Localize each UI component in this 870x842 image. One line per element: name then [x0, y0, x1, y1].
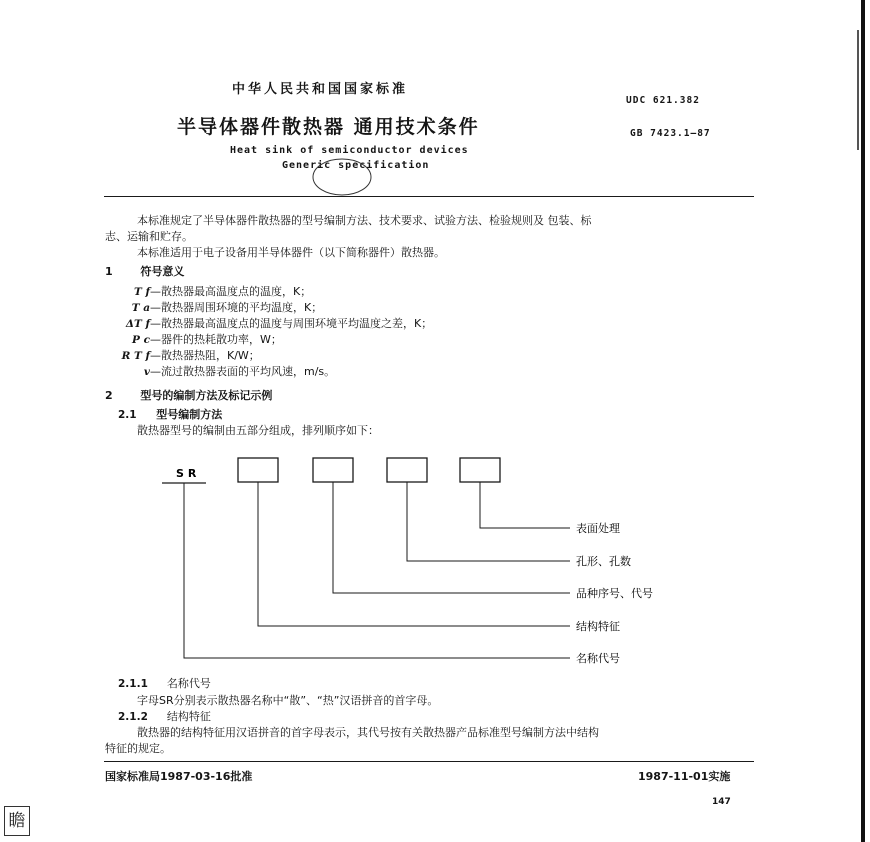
- page-number: 147: [712, 797, 731, 807]
- symbol-name: ΔT f: [125, 318, 150, 330]
- scan-edge-mark: [857, 30, 859, 150]
- symbol-row: [90, 315, 432, 331]
- section2-heading: [105, 387, 272, 403]
- symbol-row: [90, 363, 335, 379]
- section1-heading: [105, 263, 184, 279]
- symbol-row: [90, 331, 282, 347]
- subsection-2-1-2-number: 2.1.2: [118, 711, 148, 723]
- label-name-code: 名称代号: [576, 652, 620, 665]
- symbol-row: [90, 283, 311, 299]
- library-stamp: 瞻: [4, 806, 30, 836]
- intro-paragraph-line1: 本标准规定了半导体器件散热器的型号编制方法、技术要求、试验方法、检验规则及 包装、标: [137, 214, 592, 227]
- footer-divider: [104, 761, 754, 762]
- leader-structure: [258, 482, 570, 626]
- symbol-desc: —散热器热阻，K/W；: [150, 349, 260, 362]
- subsection-2-1-1-text: 字母SR分别表示散热器名称中“散”、“热”汉语拼音的首字母。: [137, 694, 439, 707]
- symbol-desc: —散热器最高温度点的温度，K；: [150, 285, 312, 298]
- subsection-2-1-text: 散热器型号的编制由五部分组成，排列顺序如下：: [137, 424, 379, 437]
- header-divider: [104, 196, 754, 197]
- symbol-desc: —器件的热耗散功率，W；: [150, 333, 282, 346]
- symbol-name: T a: [131, 302, 150, 314]
- label-surface-treatment: 表面处理: [576, 522, 620, 535]
- leader-variety: [333, 482, 570, 593]
- subsection-2-1-title: 型号编制方法: [156, 408, 223, 421]
- symbol-name: R T f: [121, 350, 150, 362]
- scan-edge-bar: [861, 0, 865, 842]
- udc-number: UDC 621.382: [626, 95, 700, 106]
- label-variety-number: 品种序号、代号: [576, 587, 653, 600]
- section1-title: 符号意义: [140, 265, 185, 278]
- symbol-desc: —散热器最高温度点的温度与周围环境平均温度之差，K；: [150, 317, 433, 330]
- subsection-2-1-2-heading: [118, 708, 211, 724]
- approval-date: 国家标准局1987-03-16批准: [105, 770, 253, 783]
- symbol-name: P c: [132, 334, 150, 346]
- label-hole-shape: 孔形、孔数: [576, 555, 631, 568]
- section1-number: 1: [105, 265, 113, 278]
- section2-title: 型号的编制方法及标记示例: [140, 389, 273, 402]
- subsection-2-1-number: 2.1: [118, 409, 137, 421]
- hand-drawn-circle-mark: [310, 156, 374, 198]
- code-box-surface: [460, 458, 500, 482]
- model-structure-diagram: [150, 450, 690, 665]
- code-box-variety: [313, 458, 353, 482]
- document-title-cn: 半导体器件散热器 通用技术条件: [177, 116, 480, 138]
- subsection-2-1-1-number: 2.1.1: [118, 678, 148, 690]
- subsection-2-1-1-title: 名称代号: [166, 677, 211, 690]
- intro-paragraph-line2: 志、运输和贮存。: [105, 230, 193, 243]
- symbol-desc: —流过散热器表面的平均风速，m/s。: [150, 365, 336, 378]
- subsection-2-1-2-text-line2: 特征的规定。: [105, 742, 171, 755]
- code-box-hole: [387, 458, 427, 482]
- national-standard-heading: 中华人民共和国国家标准: [232, 82, 409, 97]
- diagram-prefix-sr: SR: [176, 467, 201, 480]
- scope-paragraph: 本标准适用于电子设备用半导体器件（以下简称器件）散热器。: [137, 246, 445, 259]
- section2-number: 2: [105, 389, 113, 402]
- symbol-name: v: [143, 366, 150, 378]
- label-structure-feature: 结构特征: [576, 620, 620, 633]
- subsection-2-1-2-title: 结构特征: [166, 710, 211, 723]
- code-box-structure: [238, 458, 278, 482]
- symbol-row: [90, 347, 260, 363]
- standard-number: GB 7423.1—87: [630, 128, 711, 139]
- leader-surface: [480, 482, 570, 528]
- symbol-row: [90, 299, 322, 315]
- leader-name: [184, 483, 570, 658]
- subsection-2-1-2-text-line1: 散热器的结构特征用汉语拼音的首字母表示，其代号按有关散热器产品标准型号编制方法中结构: [137, 726, 599, 739]
- symbol-name: T f: [134, 286, 150, 298]
- leader-hole: [407, 482, 570, 561]
- subsection-2-1-1-heading: [118, 675, 211, 691]
- implementation-date: 1987-11-01实施: [638, 770, 731, 783]
- subsection-2-1-heading: [118, 406, 222, 422]
- document-title-en-line1: Heat sink of semiconductor devices: [230, 145, 469, 156]
- symbol-desc: —散热器周围环境的平均温度，K；: [150, 301, 323, 314]
- document-title-en-line2: Generic specification: [282, 160, 430, 171]
